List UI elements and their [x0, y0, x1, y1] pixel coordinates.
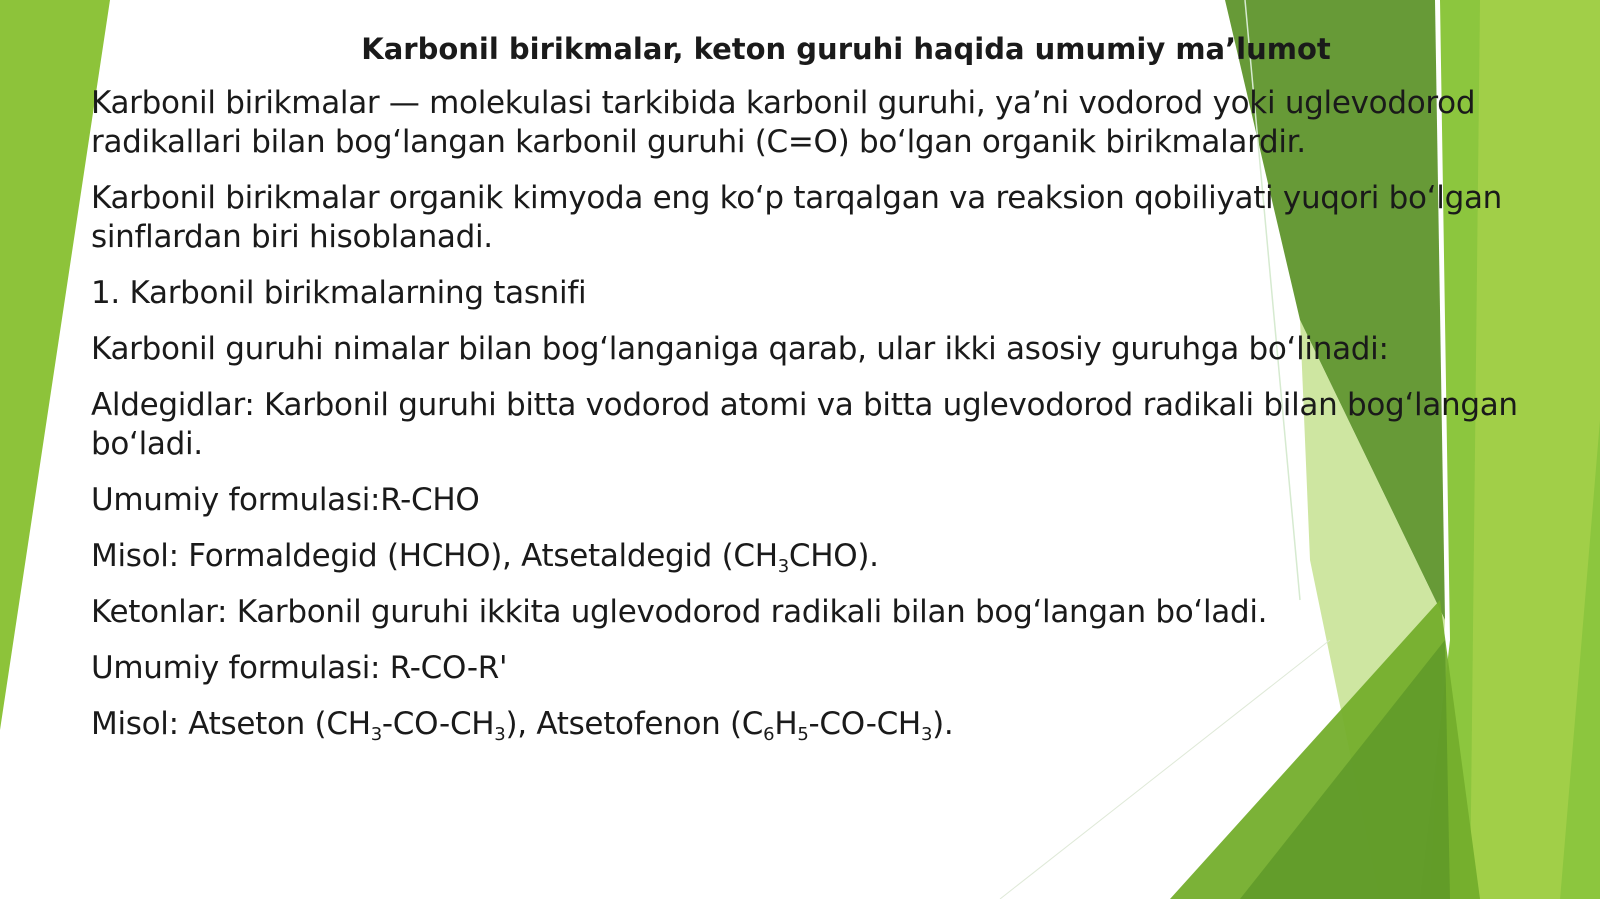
slide-title: Karbonil birikmalar, keton guruhi haqida umumiy ma’lumot	[361, 32, 1331, 66]
ketone-examples	[91, 705, 1571, 744]
text-segment: CHO).	[788, 538, 879, 574]
subscript: 3	[494, 724, 506, 745]
text-segment: -CO-CH	[381, 706, 495, 742]
section-heading-classification: 1. Karbonil birikmalarning tasnifi	[91, 275, 587, 311]
subscript: 6	[763, 724, 775, 745]
subscript: 5	[797, 724, 809, 745]
text-segment: Misol: Atseton (CH	[91, 706, 371, 742]
text-segment: -CO-CH	[808, 706, 921, 742]
text-segment: ), Atsetofenon (C	[505, 706, 764, 742]
paragraph-ketones: Ketonlar: Karbonil guruhi ikkita uglevodorod radikali bilan bog‘langan bo‘ladi.	[91, 594, 1268, 630]
slide-content	[91, 30, 1571, 761]
aldehyde-examples	[91, 537, 1571, 576]
paragraph-groups-intro: Karbonil guruhi nimalar bilan bog‘langaniga qarab, ular ikki asosiy guruhga bo‘linadi:	[91, 331, 1389, 367]
aldehyde-general-formula: Umumiy formulasi:R-CHO	[91, 482, 480, 518]
subscript: 3	[370, 724, 382, 745]
paragraph-importance: Karbonil birikmalar organik kimyoda eng ko‘p tarqalgan va reaksion qobiliyati yuqori bo‘lgan sinflardan biri hisoblanadi.	[91, 180, 1502, 255]
paragraph-definition: Karbonil birikmalar — molekulasi tarkibida karbonil guruhi, ya’ni vodorod yoki uglevodorod radikallari bilan bog‘langan karbonil guruhi (C=O) bo‘lgan organik birikmalardir.	[91, 85, 1476, 160]
text-segment: ).	[932, 706, 954, 742]
paragraph-aldehydes: Aldegidlar: Karbonil guruhi bitta vodorod atomi va bitta uglevodorod radikali bilan bog‘langan bo‘ladi.	[91, 387, 1518, 462]
text-segment: Misol: Formaldegid (HCHO), Atsetaldegid (CH	[91, 538, 778, 574]
ketone-general-formula: Umumiy formulasi: R-CO-R'	[91, 650, 508, 686]
text-segment: H	[774, 706, 798, 742]
subscript: 3	[777, 556, 789, 577]
subscript: 3	[920, 724, 933, 745]
